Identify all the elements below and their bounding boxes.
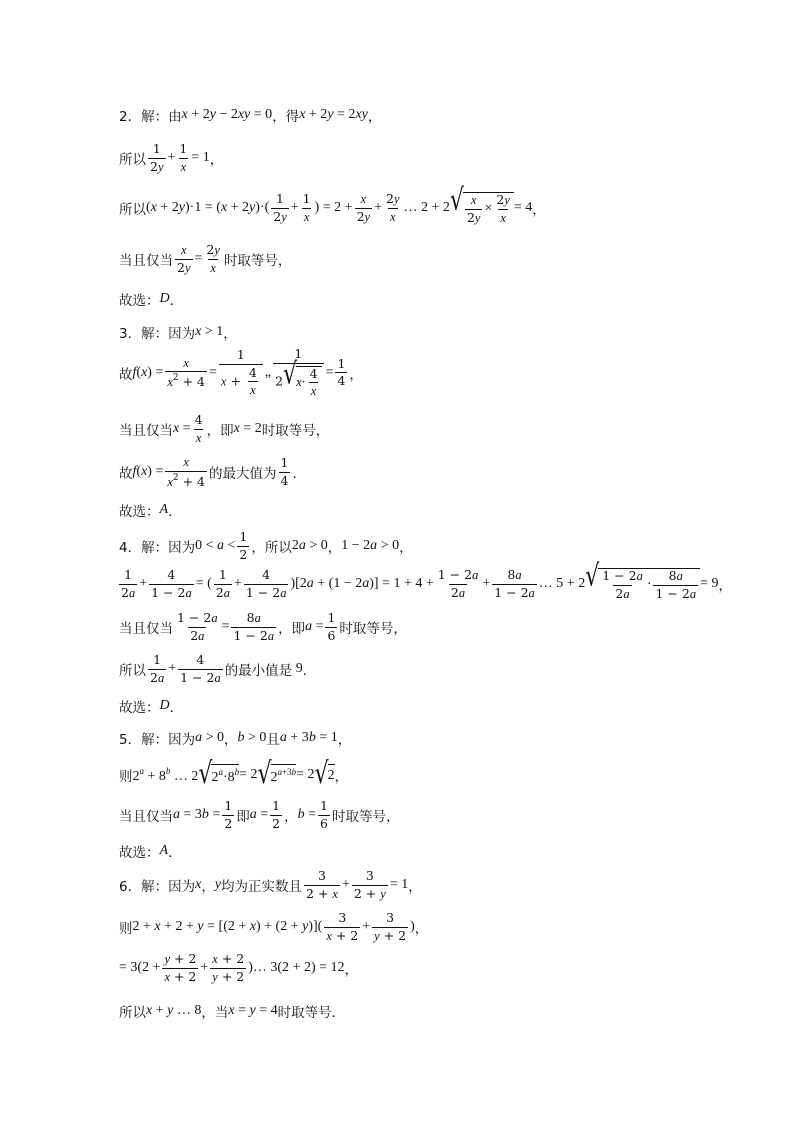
min-is-text: 的最小值是: [224, 663, 293, 679]
p5-line-3: 当且仅当 a = 3b = $\frac{1}{2}$ 即 a = $\frac{1}{2}$ ， b = $\frac{1}{6}$ 时取等号，: [119, 798, 400, 831]
answer-option: D: [159, 698, 170, 713]
p6-line-4: 所以 x + y … 8 ，当 x = y = 4 时取等号．: [119, 1003, 346, 1021]
and-text: 且: [266, 732, 280, 748]
p2-line-2: 所以 $\frac{1}{2y}$ + $\frac{1}{x}$ = 1 ，: [119, 141, 224, 174]
so-text: 所以: [119, 663, 146, 679]
p4-line-1: 4．解：因为 0 < a < $\frac{1}{2}$ ，所以 2a > 0 ， 1 − 2a > 0 ，: [119, 529, 413, 562]
choose-label: 故选：: [119, 293, 160, 309]
iff-text: 当且仅当: [119, 423, 173, 439]
so-text: 所以: [119, 1005, 146, 1021]
p6-line-2: 则 2 + x + 2 + y = [(2 + x) + (2 + y)]( $\frac{3}{x + 2}$ + $\frac{3}{y + 2}$ ) ，: [119, 910, 429, 943]
gu-text: 故: [119, 366, 133, 383]
p6-label: 6．解：因为: [119, 879, 196, 895]
choose-label: 故选：: [119, 845, 160, 861]
p3-line-1: 3．解：因为 x > 1 ，: [119, 324, 237, 342]
p5-line-1: 5．解：因为 a > 0 ， b > 0 且 a + 3b = 1 ，: [119, 730, 352, 748]
p6-line-1: 6．解：因为 x ， y 均为正实数且 $\frac{3}{2 + x}$ + $\frac{3}{2 + y}$ = 1 ，: [119, 868, 422, 901]
p2-answer: 故选： D ．: [119, 291, 184, 309]
dang-text: ，当: [201, 1005, 229, 1021]
p4-line-3: 当且仅当 $\frac{1 - 2a}{2a}$ = $\frac{8a}{1 - 2a}$ ，即 a = $\frac{1}{6}$ 时取等号，: [119, 610, 407, 643]
so-text: 所以: [119, 202, 146, 218]
ji-text: ，即: [206, 423, 234, 439]
p6-line-3: = 3(2 + $\frac{y + 2}{x + 2}$ + $\frac{x + 2}{y + 2}$ )… 3(2 + 2) = 12 ，: [119, 951, 359, 984]
answer-option: A: [159, 843, 169, 858]
p5-answer: 故选： A ．: [119, 843, 182, 861]
eq-final-text: 时取等号．: [277, 1005, 346, 1021]
p3-line-3: 当且仅当 x = $\frac{4}{x}$ ，即 x = 2 时取等号，: [119, 412, 330, 445]
p2-line-4: 当且仅当 $\frac{x}{2y}$ = $\frac{2y}{x}$ 时取等号，: [119, 242, 292, 275]
p5-label: 5．解：因为: [119, 732, 196, 748]
eq-note: 时取等号，: [261, 423, 330, 439]
ji-text: ，即: [278, 621, 306, 637]
choose-label: 故选：: [119, 700, 160, 716]
iff-text: 当且仅当: [119, 809, 173, 825]
ze-text: 则: [119, 921, 133, 937]
p2-line-1: 2．解：由 x + 2y − 2xy = 0 ，得 x + 2y = 2xy ，: [119, 107, 382, 125]
iff-text: 当且仅当: [119, 621, 173, 637]
max-is-text: 的最大值为: [209, 466, 277, 482]
gu-text: 故: [119, 466, 133, 482]
p2-label: 2．解：由: [119, 109, 182, 125]
answer-option: D: [159, 291, 170, 306]
p4-line-4: 所以 $\frac{1}{2a}$ + $\frac{4}{1 - 2a}$ 的最小值是 9 ．: [119, 652, 317, 685]
p4-answer: 故选： D ．: [119, 698, 184, 716]
p5-line-2: 则 $2^a + 8^b$ … 2 √ $2^a\cdot 8^b$ = 2 √ $2^{a+3b}$ = 2 √ 2 ，: [119, 757, 349, 792]
p2-line-3: 所以 (x + 2y)·1 = (x + 2y)·( $\frac{1}{2y}$ + $\frac{1}{x}$ ) = 2 + $\frac{x}{2y}$ + $\frac{2y}{x}$ … 2 + 2 √ $\frac{x}{2y}$ × $\frac{2y}{x}$ = 4 ，: [119, 183, 546, 225]
p3-label: 3．解：因为: [119, 326, 196, 342]
iff-text: 当且仅当: [119, 253, 173, 269]
eq-note: 时取等号，: [339, 621, 407, 637]
choose-label: 故选：: [119, 504, 160, 520]
eq-note: 时取等号，: [223, 253, 292, 269]
p4-line-2: $\frac{1}{2a}$ + $\frac{4}{1 - 2a}$ = ( $\frac{1}{2a}$ + $\frac{4}{1 - 2a}$ )[2a + (1 − 2a)] = 1 + 4 + $\frac{1 - 2a}{2a}$ + $\frac{8a}{1 - 2a}$ … 5 + 2 √ $\frac{1 - 2a}{2a}$ · $\frac{8a}{1 - 2a}$ = 9 ，: [121, 559, 732, 601]
p3-line-4: 故 f(x) = $\frac{x}{x^2 + 4}$ 的最大值为 $\frac{1}{4}$ ．: [119, 455, 306, 489]
answer-option: A: [159, 502, 169, 517]
so-text: 所以: [119, 152, 146, 168]
eq-note: 时取等号，: [331, 809, 400, 825]
p3-answer: 故选： A ．: [119, 502, 182, 520]
pos-real-text: 均为正实数且: [221, 879, 303, 895]
p3-line-2: 故 f(x) = $\frac{x}{x^2 + 4}$ = 1 x + $\frac{4}{x}$ „ 1 2 √ x · $\frac{4}{x}$ = $\frac{1}{4}$ ，: [119, 346, 363, 398]
p4-label: 4．解：因为: [119, 540, 196, 556]
ze-text: 则: [119, 769, 133, 785]
